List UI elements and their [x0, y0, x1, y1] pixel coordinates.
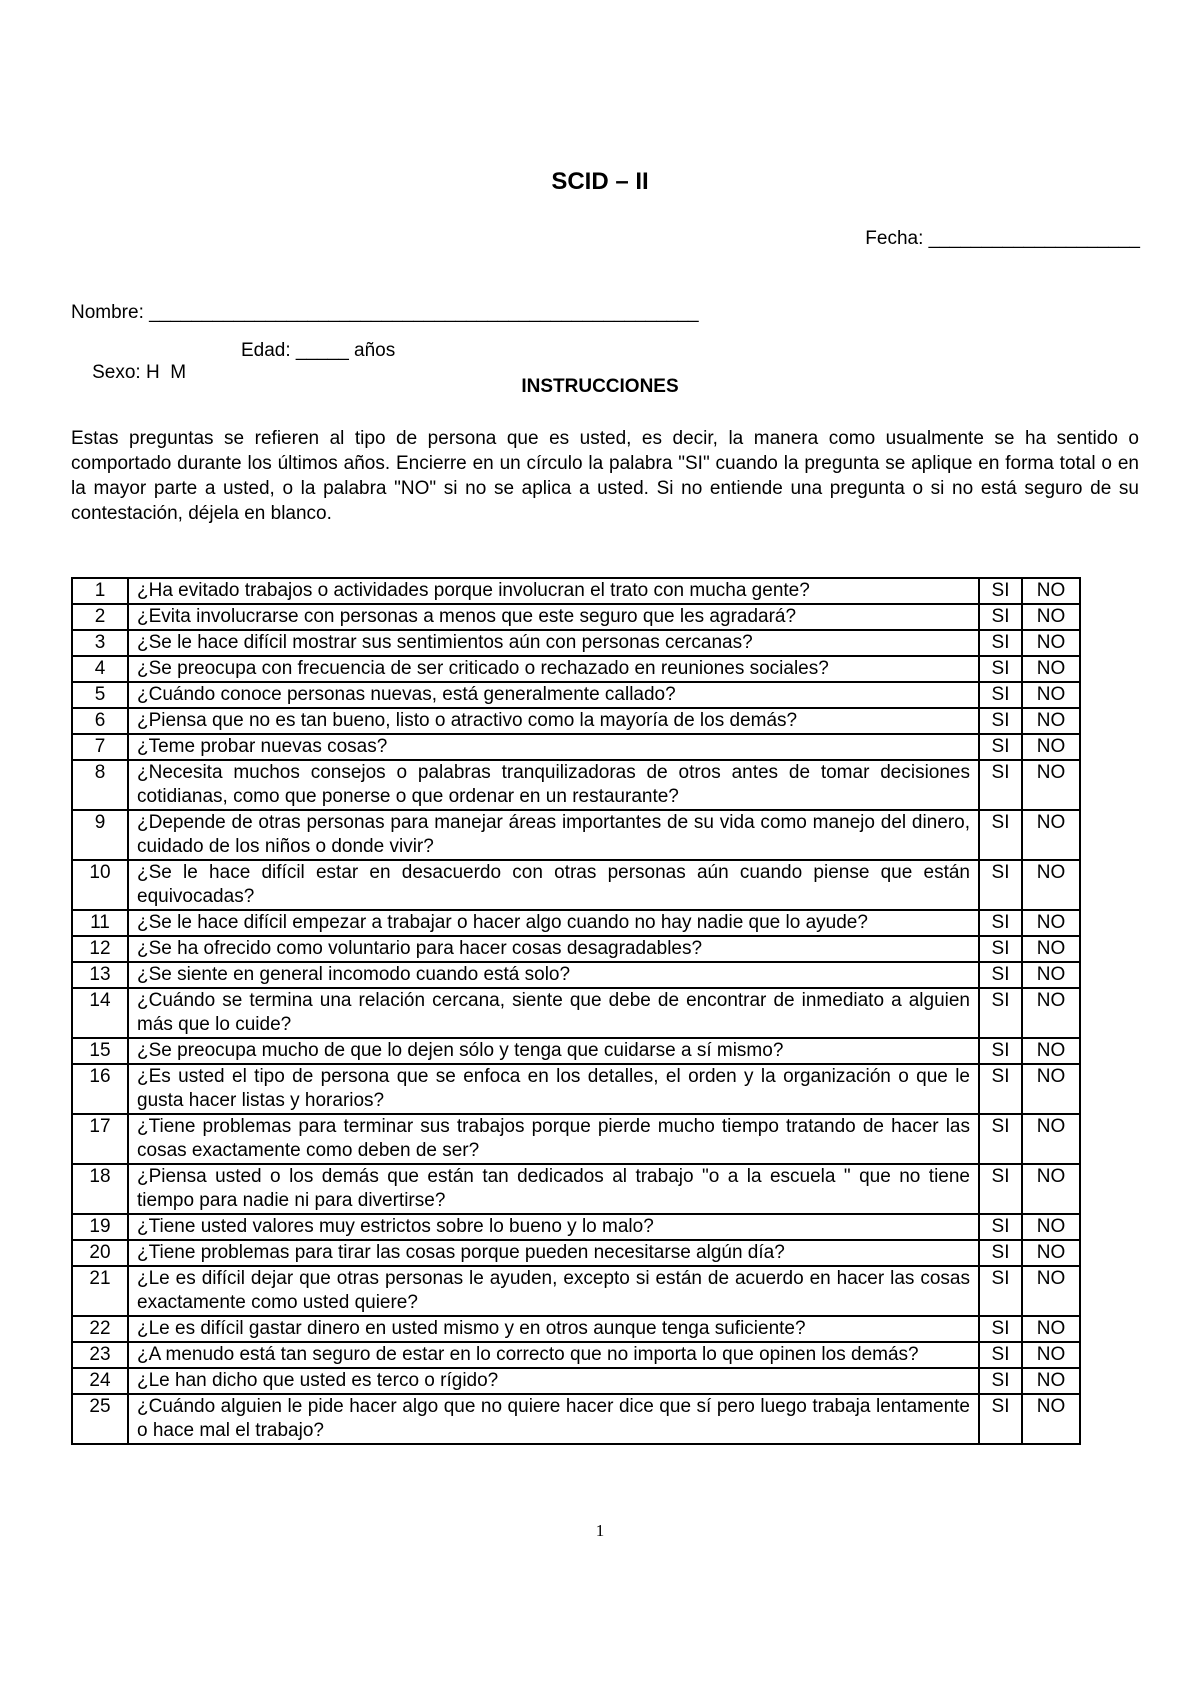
question-number: 23: [72, 1342, 128, 1368]
question-number: 7: [72, 734, 128, 760]
question-row: [72, 604, 1080, 630]
question-number: 9: [72, 810, 128, 860]
answer-no[interactable]: NO: [1022, 1240, 1080, 1266]
question-text: ¿Se ha ofrecido como voluntario para hacer cosas desagradables?: [128, 936, 979, 962]
answer-si[interactable]: SI: [979, 682, 1022, 708]
question-row: [72, 1394, 1080, 1444]
answer-no[interactable]: NO: [1022, 656, 1080, 682]
answer-si[interactable]: SI: [979, 910, 1022, 936]
question-number: 14: [72, 988, 128, 1038]
answer-no[interactable]: NO: [1022, 734, 1080, 760]
question-text: ¿Piensa usted o los demás que están tan dedicados al trabajo "o a la escuela " que no tiene tiempo para nadie ni para divertirse?: [128, 1164, 979, 1214]
question-text: ¿Se le hace difícil estar en desacuerdo con otras personas aún cuando piense que están equivocadas?: [128, 860, 979, 910]
question-row: [72, 988, 1080, 1038]
answer-no[interactable]: NO: [1022, 1266, 1080, 1316]
answer-no[interactable]: NO: [1022, 578, 1080, 604]
answer-no[interactable]: NO: [1022, 1316, 1080, 1342]
answer-si[interactable]: SI: [979, 810, 1022, 860]
question-row: [72, 708, 1080, 734]
question-text: ¿Depende de otras personas para manejar áreas importantes de su vida como manejo del dinero, cuidado de los niños o donde vivir?: [128, 810, 979, 860]
answer-si[interactable]: SI: [979, 1114, 1022, 1164]
document-title: SCID – II: [551, 168, 649, 195]
question-row: [72, 1214, 1080, 1240]
question-text: ¿Evita involucrarse con personas a menos que este seguro que les agradará?: [128, 604, 979, 630]
question-text: ¿Tiene usted valores muy estrictos sobre lo bueno y lo malo?: [128, 1214, 979, 1240]
question-row: [72, 734, 1080, 760]
edad-field: Edad: _____ años: [241, 340, 396, 361]
answer-si[interactable]: SI: [979, 1368, 1022, 1394]
answer-si[interactable]: SI: [979, 1214, 1022, 1240]
question-text: ¿Teme probar nuevas cosas?: [128, 734, 979, 760]
answer-si[interactable]: SI: [979, 1038, 1022, 1064]
question-number: 20: [72, 1240, 128, 1266]
question-row: [72, 962, 1080, 988]
question-row: [72, 1342, 1080, 1368]
question-text: ¿Cuándo alguien le pide hacer algo que no quiere hacer dice que sí pero luego trabaja lentamente o hace mal el trabajo?: [128, 1394, 979, 1444]
question-row: [72, 578, 1080, 604]
question-text: ¿Se le hace difícil empezar a trabajar o hacer algo cuando no hay nadie que lo ayude?: [128, 910, 979, 936]
page-number: 1: [595, 1521, 605, 1540]
question-row: [72, 1316, 1080, 1342]
answer-si[interactable]: SI: [979, 1266, 1022, 1316]
fecha-field: Fecha: ____________________: [865, 228, 1140, 249]
question-row: [72, 656, 1080, 682]
question-number: 5: [72, 682, 128, 708]
answer-si[interactable]: SI: [979, 760, 1022, 810]
question-number: 17: [72, 1114, 128, 1164]
question-row: [72, 1240, 1080, 1266]
question-row: [72, 1064, 1080, 1114]
answer-no[interactable]: NO: [1022, 1394, 1080, 1444]
answer-no[interactable]: NO: [1022, 1064, 1080, 1114]
question-row: [72, 860, 1080, 910]
question-number: 1: [72, 578, 128, 604]
answer-si[interactable]: SI: [979, 630, 1022, 656]
question-text: ¿Se le hace difícil mostrar sus sentimientos aún con personas cercanas?: [128, 630, 979, 656]
question-text: ¿Cuándo se termina una relación cercana, siente que debe de encontrar de inmediato a alguien más que lo cuide?: [128, 988, 979, 1038]
question-number: 22: [72, 1316, 128, 1342]
question-row: [72, 810, 1080, 860]
answer-no[interactable]: NO: [1022, 962, 1080, 988]
question-row: [72, 760, 1080, 810]
question-row: [72, 630, 1080, 656]
answer-no[interactable]: NO: [1022, 1164, 1080, 1214]
answer-si[interactable]: SI: [979, 708, 1022, 734]
answer-no[interactable]: NO: [1022, 1214, 1080, 1240]
answer-no[interactable]: NO: [1022, 682, 1080, 708]
question-row: [72, 1164, 1080, 1214]
answer-no[interactable]: NO: [1022, 604, 1080, 630]
answer-si[interactable]: SI: [979, 1394, 1022, 1444]
instructions-title: INSTRUCCIONES: [521, 376, 679, 397]
question-number: 15: [72, 1038, 128, 1064]
question-text: ¿Necesita muchos consejos o palabras tranquilizadoras de otros antes de tomar decisiones cotidianas, como que ponerse o que ordenar en un restaurante?: [128, 760, 979, 810]
question-text: ¿A menudo está tan seguro de estar en lo correcto que no importa lo que opinen los demás?: [128, 1342, 979, 1368]
question-text: ¿Tiene problemas para terminar sus trabajos porque pierde mucho tiempo tratando de hacer las cosas exactamente como deben de ser?: [128, 1114, 979, 1164]
question-row: [72, 1114, 1080, 1164]
answer-no[interactable]: NO: [1022, 1342, 1080, 1368]
instructions-text: Estas preguntas se refieren al tipo de persona que es usted, es decir, la manera como usualmente se ha sentido o comportado durante los últimos años. Encierre en un círculo la palabra "SI" cuando la pregunta se aplique en forma total o en la mayor parte a usted, o la palabra "NO" si no se aplica a usted. Si no entiende una pregunta o si no está seguro de su contestación, déjela en blanco.: [71, 428, 1139, 524]
answer-no[interactable]: NO: [1022, 988, 1080, 1038]
question-text: ¿Piensa que no es tan bueno, listo o atractivo como la mayoría de los demás?: [128, 708, 979, 734]
answer-no[interactable]: NO: [1022, 936, 1080, 962]
answer-si[interactable]: SI: [979, 860, 1022, 910]
question-row: [72, 1038, 1080, 1064]
answer-no[interactable]: NO: [1022, 1114, 1080, 1164]
answer-si[interactable]: SI: [979, 962, 1022, 988]
question-row: [72, 910, 1080, 936]
question-number: 10: [72, 860, 128, 910]
answer-no[interactable]: NO: [1022, 910, 1080, 936]
question-row: [72, 936, 1080, 962]
answer-si[interactable]: SI: [979, 604, 1022, 630]
question-row: [72, 1266, 1080, 1316]
sexo-field: Sexo: H M: [92, 362, 187, 383]
answer-no[interactable]: NO: [1022, 1368, 1080, 1394]
question-text: ¿Es usted el tipo de persona que se enfoca en los detalles, el orden y la organización o que le gusta hacer listas y horarios?: [128, 1064, 979, 1114]
question-text: ¿Le es difícil gastar dinero en usted mismo y en otros aunque tenga suficiente?: [128, 1316, 979, 1342]
question-number: 12: [72, 936, 128, 962]
answer-no[interactable]: NO: [1022, 760, 1080, 810]
question-text: ¿Se preocupa mucho de que lo dejen sólo y tenga que cuidarse a sí mismo?: [128, 1038, 979, 1064]
question-number: 16: [72, 1064, 128, 1114]
answer-si[interactable]: SI: [979, 1342, 1022, 1368]
answer-si[interactable]: SI: [979, 734, 1022, 760]
answer-no[interactable]: NO: [1022, 708, 1080, 734]
questions-table: [71, 577, 1081, 1445]
question-number: 21: [72, 1266, 128, 1316]
answer-si[interactable]: SI: [979, 578, 1022, 604]
question-text: ¿Le han dicho que usted es terco o rígido?: [128, 1368, 979, 1394]
question-text: ¿Se siente en general incomodo cuando está solo?: [128, 962, 979, 988]
answer-si[interactable]: SI: [979, 936, 1022, 962]
question-number: 4: [72, 656, 128, 682]
question-text: ¿Tiene problemas para tirar las cosas porque pueden necesitarse algún día?: [128, 1240, 979, 1266]
question-number: 3: [72, 630, 128, 656]
question-number: 8: [72, 760, 128, 810]
question-text: ¿Ha evitado trabajos o actividades porque involucran el trato con mucha gente?: [128, 578, 979, 604]
answer-si[interactable]: SI: [979, 1240, 1022, 1266]
question-text: ¿Cuándo conoce personas nuevas, está generalmente callado?: [128, 682, 979, 708]
question-number: 13: [72, 962, 128, 988]
answer-si[interactable]: SI: [979, 1164, 1022, 1214]
question-number: 24: [72, 1368, 128, 1394]
answer-no[interactable]: NO: [1022, 1038, 1080, 1064]
answer-si[interactable]: SI: [979, 1064, 1022, 1114]
question-number: 18: [72, 1164, 128, 1214]
question-row: [72, 682, 1080, 708]
answer-si[interactable]: SI: [979, 988, 1022, 1038]
question-row: [72, 1368, 1080, 1394]
answer-no[interactable]: NO: [1022, 630, 1080, 656]
question-text: ¿Se preocupa con frecuencia de ser criticado o rechazado en reuniones sociales?: [128, 656, 979, 682]
question-number: 11: [72, 910, 128, 936]
question-text: ¿Le es difícil dejar que otras personas le ayuden, excepto si están de acuerdo en hacer las cosas exactamente como usted quiere?: [128, 1266, 979, 1316]
answer-no[interactable]: NO: [1022, 810, 1080, 860]
answer-no[interactable]: NO: [1022, 860, 1080, 910]
question-number: 25: [72, 1394, 128, 1444]
nombre-field: Nombre: ____________________________________________________: [71, 302, 699, 323]
question-number: 6: [72, 708, 128, 734]
question-number: 19: [72, 1214, 128, 1240]
question-number: 2: [72, 604, 128, 630]
answer-si[interactable]: SI: [979, 1316, 1022, 1342]
answer-si[interactable]: SI: [979, 656, 1022, 682]
